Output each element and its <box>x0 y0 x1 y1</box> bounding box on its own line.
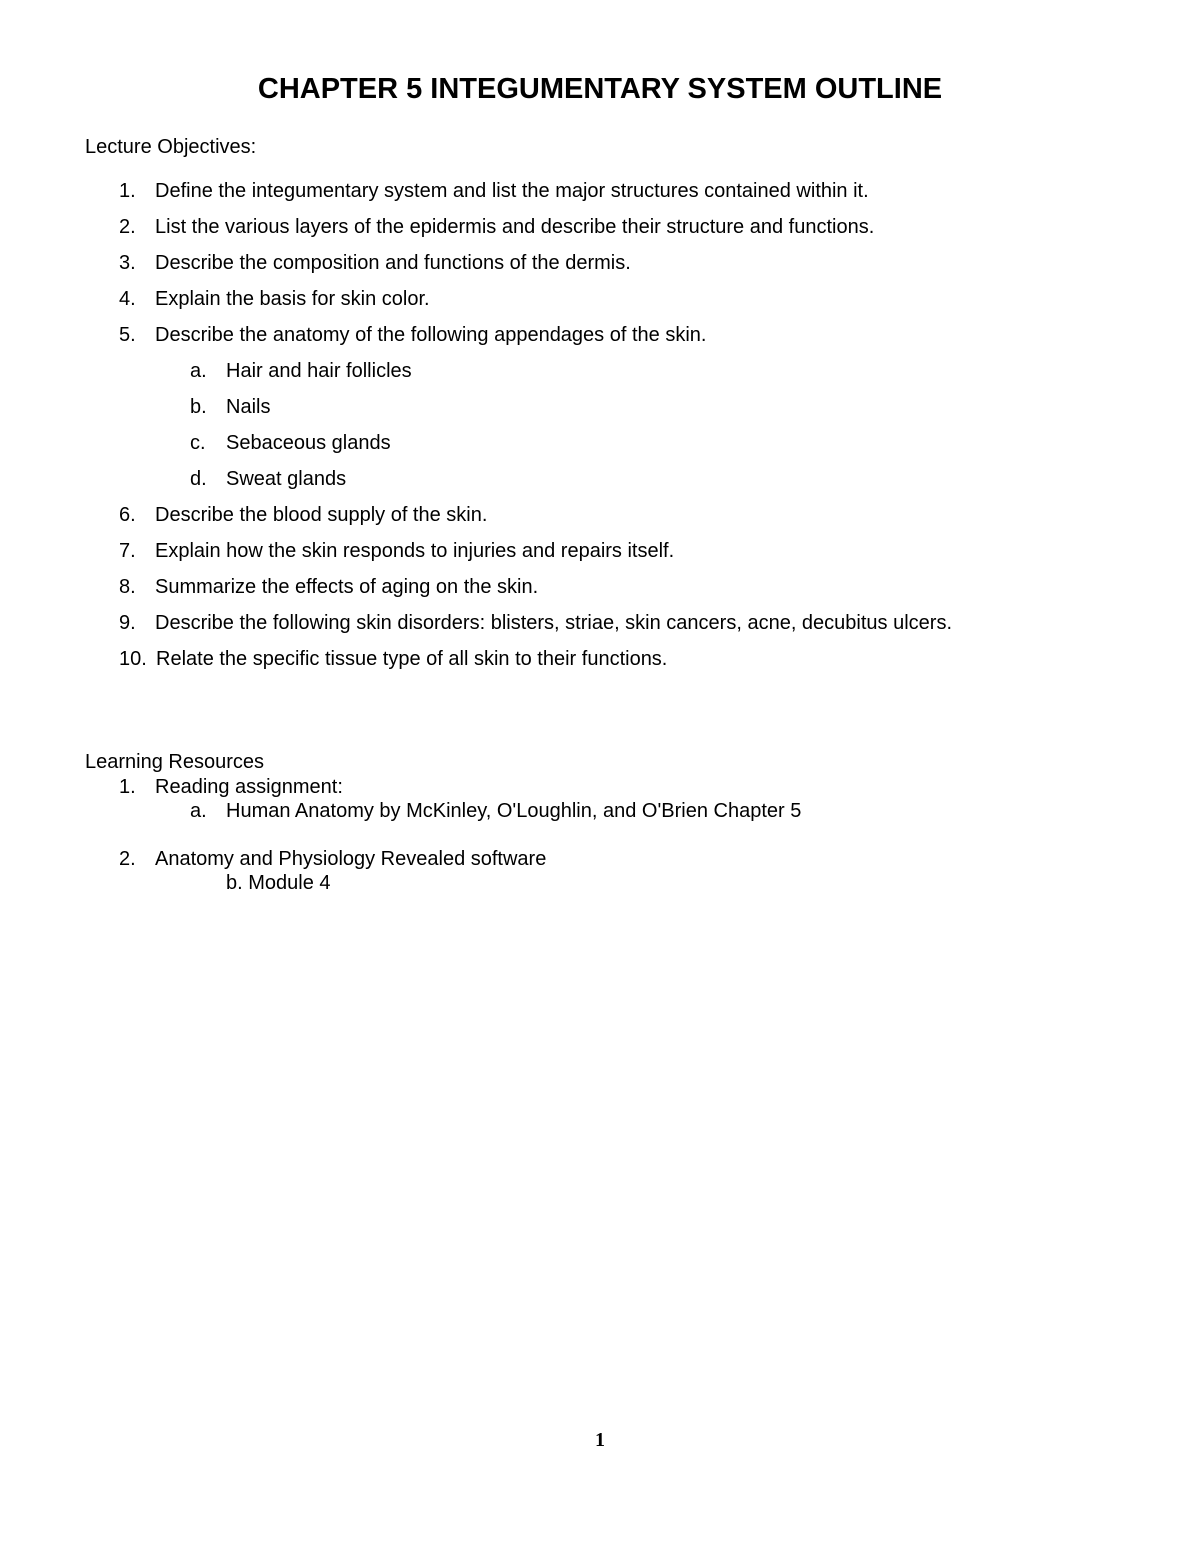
list-number: 1. <box>119 180 136 202</box>
objective-item <box>0 178 1200 214</box>
objective-text: Explain how the skin responds to injuries and repairs itself. <box>155 540 675 562</box>
objectives-list <box>0 178 1200 682</box>
list-number: 3. <box>119 252 136 274</box>
list-number: 1. <box>119 776 136 798</box>
list-number: 6. <box>119 504 136 526</box>
lecture-objectives-heading: Lecture Objectives: <box>85 136 257 158</box>
resource-subtext: Human Anatomy by McKinley, O'Loughlin, and O'Brien Chapter 5 <box>226 800 802 822</box>
list-number: 4. <box>119 288 136 310</box>
objective-text: Relate the specific tissue type of all skin to their functions. <box>156 648 668 670</box>
objective-text: Describe the composition and functions of the dermis. <box>155 252 631 274</box>
objective-item <box>0 646 1200 682</box>
objective-subtext: Nails <box>226 396 271 418</box>
objective-text: Describe the anatomy of the following appendages of the skin. <box>155 324 707 346</box>
list-number: 5. <box>119 324 136 346</box>
objective-item <box>0 214 1200 250</box>
resource-subitem <box>0 871 1200 895</box>
list-letter: a. <box>190 800 207 822</box>
objective-item <box>0 286 1200 322</box>
objective-item <box>0 250 1200 286</box>
objective-subtext: Sebaceous glands <box>226 432 391 454</box>
objective-text: Summarize the effects of aging on the skin. <box>155 576 539 598</box>
list-number: 7. <box>119 540 136 562</box>
resource-subitem <box>0 799 1200 823</box>
list-number: 9. <box>119 612 136 634</box>
list-number: 2. <box>119 848 136 870</box>
resource-text: Anatomy and Physiology Revealed software <box>155 848 547 870</box>
list-number: 8. <box>119 576 136 598</box>
objective-subitem <box>0 394 1200 430</box>
document-title: CHAPTER 5 INTEGUMENTARY SYSTEM OUTLINE <box>257 73 943 105</box>
resource-item <box>0 847 1200 871</box>
list-letter: b. <box>190 396 207 418</box>
objective-item <box>0 574 1200 610</box>
resource-text: Reading assignment: <box>155 776 343 798</box>
list-letter: c. <box>190 432 206 454</box>
objective-subtext: Hair and hair follicles <box>226 360 412 382</box>
resource-item <box>0 775 1200 799</box>
objective-subtext: Sweat glands <box>226 468 347 490</box>
learning-resources-heading: Learning Resources <box>85 751 264 773</box>
objective-item <box>0 610 1200 646</box>
objective-text: Describe the following skin disorders: blisters, striae, skin cancers, acne, decubitus ulcers. <box>155 612 953 634</box>
objective-subitem <box>0 358 1200 394</box>
list-number: 2. <box>119 216 136 238</box>
resources-list <box>0 775 1200 823</box>
resources-list-continued <box>0 847 1200 895</box>
resource-subtext: b. Module 4 <box>226 872 331 894</box>
objective-item <box>0 538 1200 574</box>
objective-text: Explain the basis for skin color. <box>155 288 430 310</box>
objective-text: Describe the blood supply of the skin. <box>155 504 488 526</box>
objective-item <box>0 502 1200 538</box>
objective-subitem <box>0 466 1200 502</box>
list-letter: a. <box>190 360 207 382</box>
objective-text: List the various layers of the epidermis and describe their structure and functions. <box>155 216 875 238</box>
objective-subitem <box>0 430 1200 466</box>
objective-text: Define the integumentary system and list the major structures contained within it. <box>155 180 869 202</box>
list-number: 10. <box>119 648 147 670</box>
page-number: 1 <box>595 1429 605 1451</box>
list-letter: d. <box>190 468 207 490</box>
objective-item <box>0 322 1200 358</box>
